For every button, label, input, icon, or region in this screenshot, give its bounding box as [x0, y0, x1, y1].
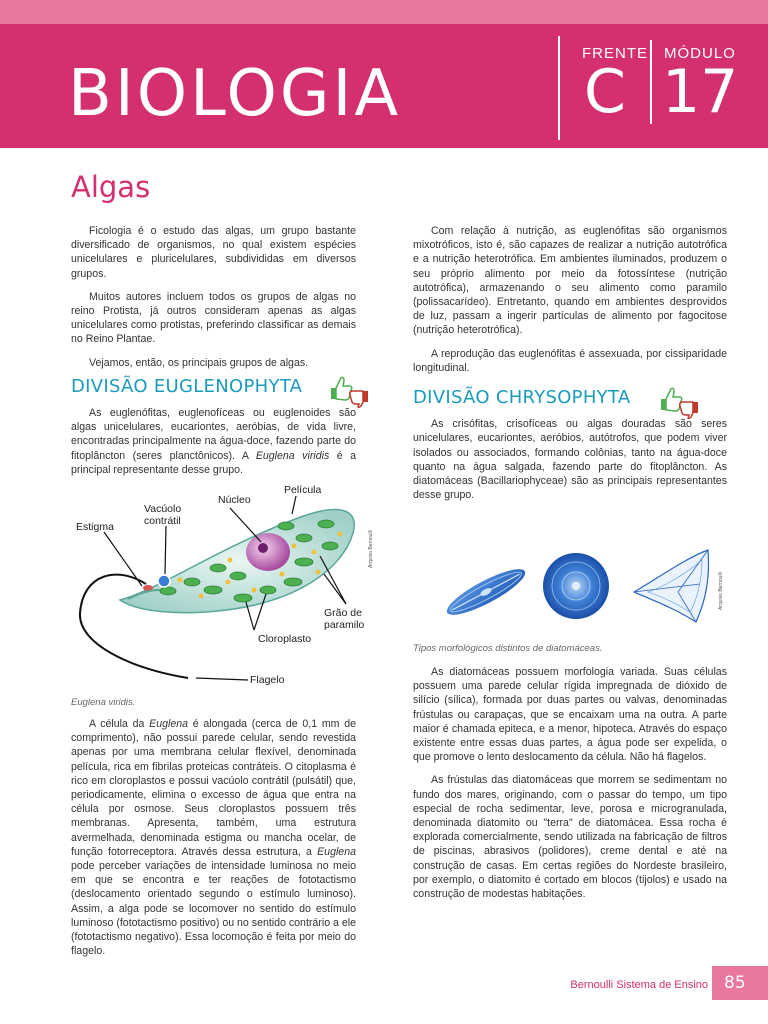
- section-heading-chrysophyta-text: DIVISÃO CHRYSOPHYTA: [413, 387, 631, 409]
- chrysophyta-intro: As crisófitas, crisofíceas ou algas douradas são seres unicelulares, eucariontes, aeróbios, autótrofos, que podem viver isolados ou associados, formando colônias, tanto na água-doce quanto na água salgada, fazendo parte do fitoplâncton. As diatomáceas (Bacillariophyceae) são as principais representantes desse grupo.: [413, 418, 727, 502]
- triangular-diatom: [634, 550, 709, 622]
- label-vacuolo-1: Vacúolo: [144, 503, 182, 515]
- intro-paragraph-1: Ficologia é o estudo das algas, um grupo bastante diversificado de organismos, no qual existem espécies unicelulares e pluricelulares, subdivididas em diversos grupos.: [71, 225, 356, 280]
- nucleolus: [258, 543, 268, 553]
- diatoms-figure: [438, 548, 728, 628]
- body-italic-2: Euglena: [317, 845, 356, 858]
- diatom-paragraph-1: As diatomáceas possuem morfologia variada. Suas células possuem uma parede celular rígida impregnada de dióxido de silício (sílica), formada por duas partes ou valvas, denominadas frústulas ou carapaças, que se encaixam uma na outra. A parte maior é chamada epiteca, e a menor, hipoteca. Através do espaço existente entre essas duas partes, a água pode ser expelida, o que promove o lento deslocamento da célula. Não há flagelos.: [413, 666, 727, 764]
- label-cloroplasto: Cloroplasto: [258, 633, 312, 645]
- contractile-vacuole: [158, 575, 170, 587]
- label-pelicula: Película: [284, 484, 322, 496]
- modulo-label: MÓDULO: [664, 45, 736, 62]
- left-column-bottom: [71, 717, 356, 967]
- body-text-3: pode perceber variações de intensidade luminosa no meio em que se encontra e ter reações de fototactismo (deslocamento orientado segundo o estímulo luminoso). Assim, a alga pode se locomover no sentido do estímulo luminoso (fototactismo positivo) ou no sentido contrário a ele (fototactismo negativo). Essa locomoção é feita por meio do flagelo.: [71, 860, 357, 958]
- section-heading-chrysophyta: [413, 387, 727, 409]
- euglena-body-paragraph: [71, 717, 356, 958]
- label-grao-1: Grão de: [324, 607, 362, 619]
- left-column-top: [71, 224, 356, 486]
- subject-title: BIOLOGIA: [68, 57, 402, 131]
- intro-paragraph-2: Muitos autores incluem todos os grupos de algas no reino Protista, já outros consideram apenas as algas unicelulares como protistas, preferindo classificar as demais no Reino Plantae.: [71, 290, 356, 346]
- nutrition-paragraph-1: Com relação à nutrição, as euglenófitas são organismos mixotróficos, isto é, são capazes de realizar a nutrição autotrófica e a nutrição heterotrófica. Em ambientes iluminados, produzem o seu próprio alimento por meio da fotossíntese (nutrição autotrófica), armazenando o seu alimento como paramilo (polissacarídeo). Entretanto, quando em ambientes desprovidos de luz, passam a ingerir partículas de alimento por fagocitose (nutrição heterotrófica).: [413, 225, 727, 337]
- page-number: 85: [712, 966, 768, 1000]
- euglenophyta-intro: [71, 406, 356, 477]
- nutrition-paragraph-2: A reprodução das euglenófitas é assexuada, por cissiparidade longitudinal.: [413, 347, 727, 374]
- nucleus: [246, 533, 290, 571]
- modulo-value: 17: [662, 57, 739, 127]
- diatoms-caption: Tipos morfológicos distintos de diatomáceas.: [413, 643, 603, 654]
- header-separator: [558, 36, 560, 140]
- thumbs-up-down-icon: [329, 374, 371, 408]
- header-separator-2: [650, 40, 652, 124]
- body-italic-1: Euglena: [149, 718, 189, 730]
- euglenophyta-intro-b: é a principal representante desse grupo.: [71, 449, 356, 476]
- label-nucleo: Núcleo: [218, 494, 251, 506]
- section-heading-euglenophyta-text: DIVISÃO EUGLENOPHYTA: [71, 375, 303, 397]
- label-grao-2: paramilo: [324, 619, 365, 631]
- centric-diatom: [543, 553, 609, 619]
- label-flagelo: Flagelo: [250, 674, 285, 686]
- intro-paragraph-3: Vejamos, então, os principais grupos de algas.: [89, 356, 309, 369]
- euglenophyta-intro-italic: Euglena viridis: [255, 449, 330, 462]
- body-text-2: é alongada (cerca de 0,1 mm de comprimento), não possui parede celular, sendo revestida apenas por uma membrana celular flexível, denominada película, rica em fibrilas proteicas contráteis. O citoplasma é rico em cloroplastos e possui vacúolo contrátil (pulsátil) que, periodicamente, elimina o excesso de água que entra na célula por osmose. Seus cloroplastos possuem três membranas. Apresenta, também, uma estrutura avermelhada, denominada estigma ou mancha ocelar, de função fotorreceptora. Através dessa estrutura, a: [71, 718, 356, 858]
- euglenophyta-intro-a: As euglenófitas, euglenofíceas ou euglenoides são algas unicelulares, eucariontes, aeróbias, de vida livre, encontradas principalmente na água-doce, fazendo parte do fitoplâncton (seres planctônicos). A: [71, 407, 356, 462]
- section-heading-euglenophyta: [71, 375, 356, 397]
- right-column-bottom: [413, 665, 727, 910]
- footer-publisher: Bernoulli Sistema de Ensino: [570, 979, 708, 991]
- figure-credit-diatoms: Arquivo Bernoulli: [718, 572, 724, 610]
- frente-value: C: [584, 57, 626, 127]
- label-vacuolo-2: contrátil: [144, 515, 181, 527]
- thumbs-up-down-icon-2: [659, 385, 701, 419]
- page-header: [0, 24, 768, 148]
- pennate-diatom: [442, 562, 530, 623]
- frente-label: FRENTE: [582, 45, 648, 62]
- figure-credit-euglena: Arquivo Bernoulli: [368, 530, 374, 568]
- diatom-paragraph-2: As frústulas das diatomáceas que morrem se sedimentam no fundo dos mares, originando, com o passar do tempo, um tipo especial de rocha sedimentar, leve, porosa e microgranulada, denominada diatomito ou "terra" de diatomácea. Essa rocha é explorada comercialmente, sendo utilizada na fabricação de filtros de piscinas, abrasivos (polidores), creme dental e até na construção de casas. Em certas regiões do Nordeste brasileiro, por exemplo, o diatomito é cortado em blocos (tijolos) e usado na construção de modestas habitações.: [413, 774, 727, 901]
- euglena-caption: Euglena viridis.: [71, 697, 136, 708]
- right-column-top: [413, 224, 727, 511]
- label-estigma: Estigma: [76, 521, 114, 533]
- body-text-1: A célula da: [89, 718, 150, 730]
- euglena-figure: [68, 478, 378, 690]
- header-top-strip: [0, 0, 768, 24]
- page-title: Algas: [71, 170, 151, 204]
